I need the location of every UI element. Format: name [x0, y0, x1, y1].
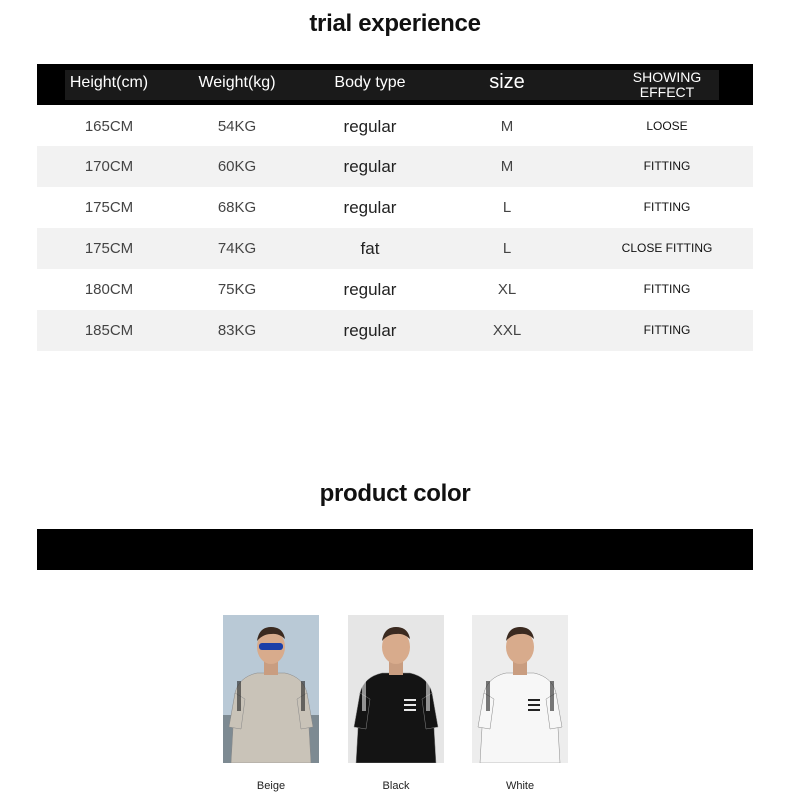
table-row	[37, 228, 753, 269]
cell-size: L	[502, 199, 512, 216]
table-row	[37, 310, 753, 351]
cell-height: 175CM	[84, 240, 134, 257]
cell-weight: 54KG	[217, 118, 257, 135]
color-swatch-image[interactable]	[348, 615, 444, 763]
size-table-header	[37, 64, 753, 105]
cell-height: 165CM	[84, 118, 134, 135]
cell-weight: 68KG	[217, 199, 257, 216]
table-row	[37, 106, 753, 147]
color-swatch-image[interactable]	[223, 615, 319, 763]
cell-size: L	[502, 240, 512, 257]
cell-size: M	[500, 158, 514, 175]
cell-body-type: fat	[360, 239, 380, 258]
cell-body-type: regular	[343, 280, 397, 299]
cell-body-type: regular	[343, 157, 397, 176]
cell-size: XL	[497, 281, 517, 298]
header-showing-effect	[597, 70, 737, 100]
trial-experience-title: trial experience	[309, 10, 481, 37]
product-color-title: product color	[319, 480, 471, 507]
table-row	[37, 146, 753, 187]
cell-body-type: regular	[343, 198, 397, 217]
cell-body-type: regular	[343, 117, 397, 136]
cell-showing-effect: FITTING	[643, 159, 691, 173]
color-label: White	[505, 780, 535, 792]
header-effect-line1: SHOWING	[632, 69, 702, 85]
header-effect-line2: EFFECT	[639, 84, 695, 100]
cell-weight: 74KG	[217, 240, 257, 257]
color-label: Black	[382, 780, 410, 792]
cell-weight: 83KG	[217, 322, 257, 339]
cell-height: 170CM	[84, 158, 134, 175]
cell-showing-effect: LOOSE	[646, 119, 688, 133]
header-size: size	[489, 71, 525, 93]
header-weight: Weight(kg)	[198, 74, 276, 91]
cell-weight: 75KG	[217, 281, 257, 298]
cell-height: 180CM	[84, 281, 134, 298]
cell-body-type: regular	[343, 321, 397, 340]
cell-height: 185CM	[84, 322, 134, 339]
cell-showing-effect: FITTING	[643, 323, 691, 337]
color-label: Beige	[256, 780, 286, 792]
cell-showing-effect: CLOSE FITTING	[621, 241, 713, 255]
color-section-bar	[37, 529, 753, 570]
color-swatch-image[interactable]	[472, 615, 568, 763]
header-height: Height(cm)	[69, 74, 149, 91]
cell-size: XXL	[492, 322, 522, 339]
cell-height: 175CM	[84, 199, 134, 216]
cell-weight: 60KG	[217, 158, 257, 175]
table-row	[37, 269, 753, 310]
cell-showing-effect: FITTING	[643, 282, 691, 296]
table-row	[37, 187, 753, 228]
header-body-type: Body type	[334, 74, 406, 91]
cell-showing-effect: FITTING	[643, 200, 691, 214]
cell-size: M	[500, 118, 514, 135]
